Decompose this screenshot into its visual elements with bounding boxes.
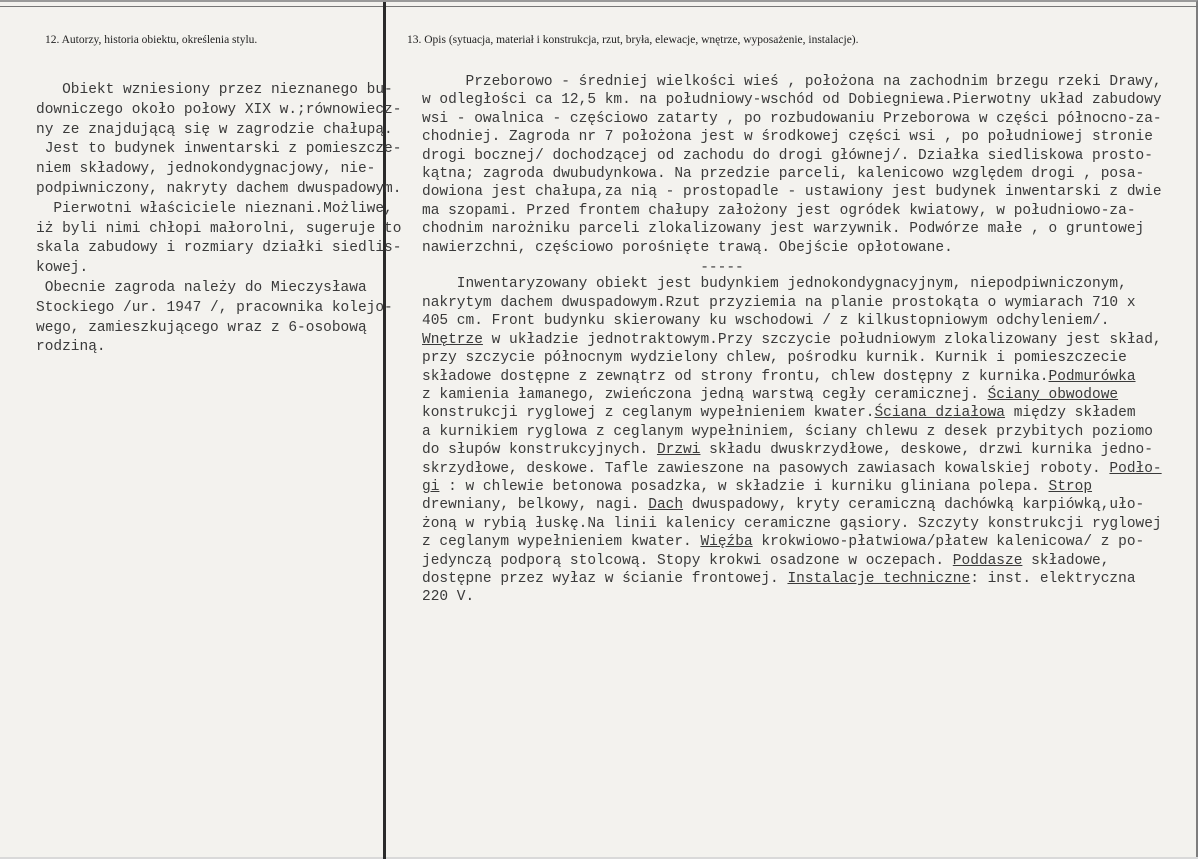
text-run: : inst. elektryczna	[970, 570, 1136, 587]
construction-line	[422, 552, 1194, 570]
section-12-heading: 12. Autorzy, historia obiektu, określenia stylu.	[45, 34, 258, 46]
text-run: a kurnikiem ryglowa z ceglanym wypełniniem, ściany chlewu z desek przybitych poziomo	[422, 423, 1153, 440]
text-run: 405 cm. Front budynku skierowany ku wschodowi / z kilkustopniowym odchyleniem/.	[422, 313, 1110, 330]
situation-line: kątna; zagroda dwubudynkowa. Na przedzie parceli, kalenicowo względem drogi , posa-	[422, 166, 1145, 183]
situation-line: drogi bocznej/ dochodzącej od zachodu do drogi głównej/. Działka siedliskowa prosto-	[422, 147, 1153, 164]
situation-line: w odległości ca 12,5 km. na południowy-wschód od Dobiegniewa.Pierwotny układ zabudowy	[422, 92, 1162, 109]
text-run: z kamienia łamanego, zwieńczona jedną warstwą cegły ceramicznej.	[422, 386, 988, 403]
text-run: przy szczycie północnym wydzielony chlew, pośrodku kurnik. Kurnik i pomieszczecie	[422, 350, 1127, 367]
history-line: Jest to budynek inwentarski z pomieszcze-	[36, 141, 402, 158]
text-run: dwuspadowy, kryty ceramiczną dachówką karpiówką,uło-	[683, 497, 1145, 514]
construction-line	[422, 312, 1194, 330]
history-line: kowej.	[36, 260, 89, 277]
construction-line	[422, 460, 1194, 478]
construction-line	[422, 349, 1194, 367]
text-run: między składem	[1005, 405, 1136, 422]
text-run: w układzie jednotraktowym.Przy szczycie południowym zlokalizowany jest skład,	[482, 331, 1162, 348]
text-run: nakrytym dachem dwuspadowym.Rzut przyziemia na planie prostokąta o wymiarach 710 x	[422, 294, 1136, 311]
underlined-term: Strop	[1048, 478, 1093, 495]
text-run: krokwiowo-płatwiowa/płatew kalenicowa/ z po-	[752, 534, 1145, 551]
text-run: : w chlewie betonowa posadzka, w składzie i kurniku gliniana polepa.	[439, 478, 1049, 495]
situation-line: chodnim narożniku parceli zlokalizowany jest warzywnik. Podwórze małe , o gruntowej	[422, 221, 1145, 238]
underlined-term: Wnętrze	[422, 331, 483, 348]
construction-line	[422, 533, 1194, 551]
text-run: skrzydłowe, deskowe. Tafle zawieszone na pasowych zawiasach kowalskiej roboty.	[422, 460, 1110, 477]
underlined-term: Instalacje techniczne	[787, 570, 971, 587]
underlined-term: Poddasze	[952, 552, 1023, 569]
underlined-term: Więźba	[700, 534, 753, 551]
text-run: dostępne przez wyłaz w ścianie frontowej.	[422, 570, 788, 587]
history-line: wego, zamieszkującego wraz z 6-osobową	[36, 319, 367, 336]
history-line: iż byli nimi chłopi małorolni, sugeruje to	[36, 220, 402, 237]
history-line: podpiwniczony, nakryty dachem dwuspadowym.	[36, 180, 402, 197]
text-run: składowe dostępne z zewnątrz od strony frontu, chlew dostępny z kurnika.	[422, 368, 1049, 385]
construction-line	[422, 588, 1194, 606]
construction-line	[422, 294, 1194, 312]
text-run: do słupów konstrukcyjnych.	[422, 442, 657, 459]
text-run: z ceglanym wypełnieniem kwater.	[422, 534, 701, 551]
construction-line	[422, 386, 1194, 404]
text-run: składu dwuskrzydłowe, deskowe, drzwi kurnika jedno-	[700, 442, 1153, 459]
situation-line: chodniej. Zagroda nr 7 położona jest w środkowej części wsi , po południowej stronie	[422, 129, 1153, 146]
history-line: Stockiego /ur. 1947 /, pracownika kolejo-	[36, 299, 393, 316]
construction-line	[422, 331, 1194, 349]
text-run: 220 V.	[422, 589, 475, 606]
history-line: rodziną.	[36, 339, 106, 356]
history-line: niem składowy, jednokondygnacjowy, nie-	[36, 161, 376, 178]
construction-line	[422, 423, 1194, 441]
text-run: składowe,	[1022, 552, 1110, 569]
construction-line	[422, 441, 1194, 459]
construction-line	[422, 368, 1194, 386]
history-text	[36, 81, 402, 358]
situation-line: ma szopami. Przed frontem chałupy założony jest ogródek kwiatowy, w południowo-za-	[422, 202, 1136, 219]
situation-line: Przeborowo - średniej wielkości wieś , położona na zachodnim brzegu rzeki Drawy,	[422, 74, 1162, 90]
situation-line: wsi - owalnica - częściowo zatarty , po rozbudowaniu Przeborowa w części północno-za-	[422, 110, 1162, 127]
construction-line	[422, 478, 1194, 496]
history-line: downiczego około połowy XIX w.;równowiecz-	[36, 101, 402, 118]
underlined-term: Ściana działowa	[874, 405, 1006, 422]
underlined-term: Drzwi	[656, 442, 701, 459]
text-run: Inwentaryzowany obiekt jest budynkiem jednokondygnacyjnym, niepodpiwniczonym,	[422, 276, 1127, 293]
underlined-term: Podmurówka	[1048, 368, 1136, 385]
history-line: Obiekt wzniesiony przez nieznanego bu-	[36, 82, 393, 98]
text-run: żoną w rybią łuskę.Na linii kalenicy ceramiczne gąsiory. Szczyty konstrukcji ryglowej	[422, 515, 1162, 532]
text-run: jedynczą podporą stolcową. Stopy krokwi osadzone w oczepach.	[422, 552, 953, 569]
situation-line: nawierzchni, częściowo porośnięte trawą. Obejście opłotowane.	[422, 239, 953, 256]
text-run: konstrukcji ryglowej z ceglanym wypełnieniem kwater.	[422, 405, 875, 422]
history-line: ny ze znajdującą się w zagrodzie chałupą.	[36, 121, 393, 138]
description-text	[422, 73, 1194, 607]
history-line: skala zabudowy i rozmiary działki siedlis-	[36, 240, 402, 257]
history-line: Obecnie zagroda należy do Mieczysława	[36, 279, 367, 296]
underlined-term: gi	[422, 478, 440, 495]
paragraph-separator: -----	[700, 260, 744, 277]
construction-line	[422, 496, 1194, 514]
construction-line	[422, 275, 1194, 293]
section-13-heading: 13. Opis (sytuacja, materiał i konstrukcja, rzut, bryła, elewacje, wnętrze, wyposażenie, instalacje).	[407, 34, 859, 46]
underlined-term: Podło-	[1109, 460, 1162, 477]
construction-line	[422, 570, 1194, 588]
underlined-term: Ściany obwodowe	[987, 386, 1119, 403]
underlined-term: Dach	[648, 497, 684, 514]
construction-line	[422, 404, 1194, 422]
top-rule	[0, 6, 1198, 7]
text-run: drewniany, belkowy, nagi.	[422, 497, 649, 514]
construction-line	[422, 515, 1194, 533]
history-line: Pierwotni właściciele nieznani.Możliwe,	[36, 200, 393, 217]
situation-line: dowiona jest chałupa,za nią - prostopadle - ustawiony jest budynek inwentarski z dwie	[422, 184, 1162, 201]
